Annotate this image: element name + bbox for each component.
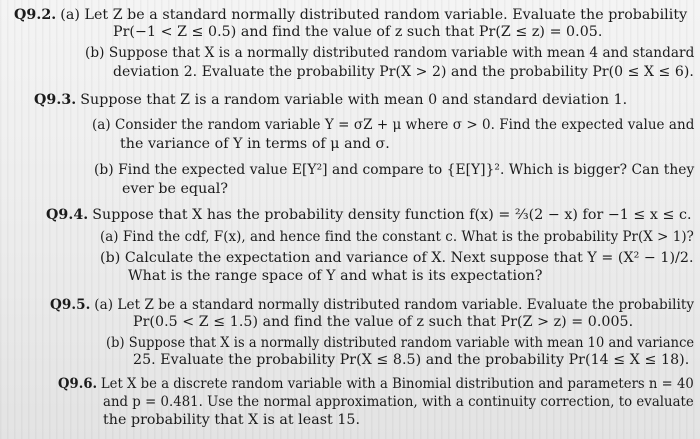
q9-5-part-a-text-cont: Pr(0.5 < Z ≤ 1.5) and find the value of z such that Pr(Z > z) = 0.005. bbox=[133, 314, 634, 330]
q9-3-line-3 bbox=[120, 136, 390, 153]
q9-5-line-2 bbox=[133, 314, 633, 331]
q9-3-intro-text: Suppose that Z is a random variable with mean 0 and standard deviation 1. bbox=[80, 92, 628, 108]
q9-3-line-5 bbox=[122, 181, 228, 198]
q9-4-part-b-text-cont: What is the range space of Y and what is its expectation? bbox=[128, 268, 543, 284]
q9-5-part-a-text: (a) Let Z be a standard normally distributed random variable. Evaluate the probability bbox=[94, 297, 695, 313]
q9-5-number: Q9.5. bbox=[50, 297, 91, 313]
q9-4-part-b-text: (b) Calculate the expectation and variance of X. Next suppose that Y = (X² − 1)/2. bbox=[100, 250, 694, 266]
q9-3-part-b-text-cont: ever be equal? bbox=[122, 181, 229, 197]
q9-2-part-b-text: (b) Suppose that X is a normally distributed random variable with mean 4 and standard bbox=[85, 45, 695, 61]
q9-2-line-4 bbox=[113, 64, 694, 81]
q9-3-line-2 bbox=[92, 117, 694, 134]
q9-6-text-cont-1: and p = 0.481. Use the normal approximation, with a continuity correction, to evaluate bbox=[103, 394, 694, 410]
q9-2-number: Q9.2. bbox=[14, 7, 57, 23]
q9-3-number: Q9.3. bbox=[34, 92, 77, 108]
q9-2-part-a-text: (a) Let Z be a standard normally distributed random variable. Evaluate the probability bbox=[60, 7, 688, 23]
q9-6-text-cont-2: the probability that X is at least 15. bbox=[103, 412, 361, 428]
q9-2-part-a-text-cont: Pr(−1 < Z ≤ 0.5) and find the value of z such that Pr(Z ≤ z) = 0.05. bbox=[113, 24, 603, 40]
q9-4-part-a-text: (a) Find the cdf, F(x), and hence find the constant c. What is the probability Pr(X > 1)? bbox=[100, 229, 694, 245]
q9-2-line-2 bbox=[113, 24, 602, 41]
q9-6-line-2 bbox=[103, 394, 694, 411]
q9-4-line-4 bbox=[128, 268, 543, 285]
q9-4-line-2 bbox=[100, 229, 694, 246]
q9-3-line-1 bbox=[34, 92, 627, 109]
q9-5-part-b-text: (b) Suppose that X is a normally distributed random variable with mean 10 and variance bbox=[106, 335, 695, 351]
q9-4-line-1 bbox=[46, 207, 692, 224]
q9-2-line-1 bbox=[14, 7, 687, 24]
q9-6-text: Let X be a discrete random variable with a Binomial distribution and parameters n = 40 bbox=[100, 376, 694, 392]
q9-2-line-3 bbox=[85, 45, 694, 62]
q9-6-line-1 bbox=[58, 376, 694, 393]
q9-6-line-3 bbox=[103, 412, 360, 429]
q9-6-number: Q9.6. bbox=[58, 376, 98, 392]
q9-4-number: Q9.4. bbox=[46, 207, 89, 223]
q9-5-line-4 bbox=[133, 352, 689, 369]
q9-3-part-b-text: (b) Find the expected value E[Y²] and compare to {E[Y]}². Which is bigger? Can they bbox=[94, 162, 695, 178]
q9-5-line-3 bbox=[106, 335, 694, 352]
q9-2-part-b-text-cont: deviation 2. Evaluate the probability Pr(X > 2) and the probability Pr(0 ≤ X ≤ 6). bbox=[113, 64, 694, 80]
q9-3-line-4 bbox=[94, 162, 694, 179]
q9-5-line-1 bbox=[50, 297, 694, 314]
q9-3-part-a-text-cont: the variance of Y in terms of μ and σ. bbox=[120, 136, 390, 152]
q9-5-part-b-text-cont: 25. Evaluate the probability Pr(X ≤ 8.5) and the probability Pr(14 ≤ X ≤ 18). bbox=[133, 352, 690, 368]
q9-4-intro-text: Suppose that X has the probability density function f(x) = ⅔(2 − x) for −1 ≤ x ≤ c. bbox=[92, 207, 692, 223]
q9-4-line-3 bbox=[100, 250, 694, 267]
q9-3-part-a-text: (a) Consider the random variable Y = σZ + μ where σ > 0. Find the expected value and bbox=[92, 117, 695, 133]
